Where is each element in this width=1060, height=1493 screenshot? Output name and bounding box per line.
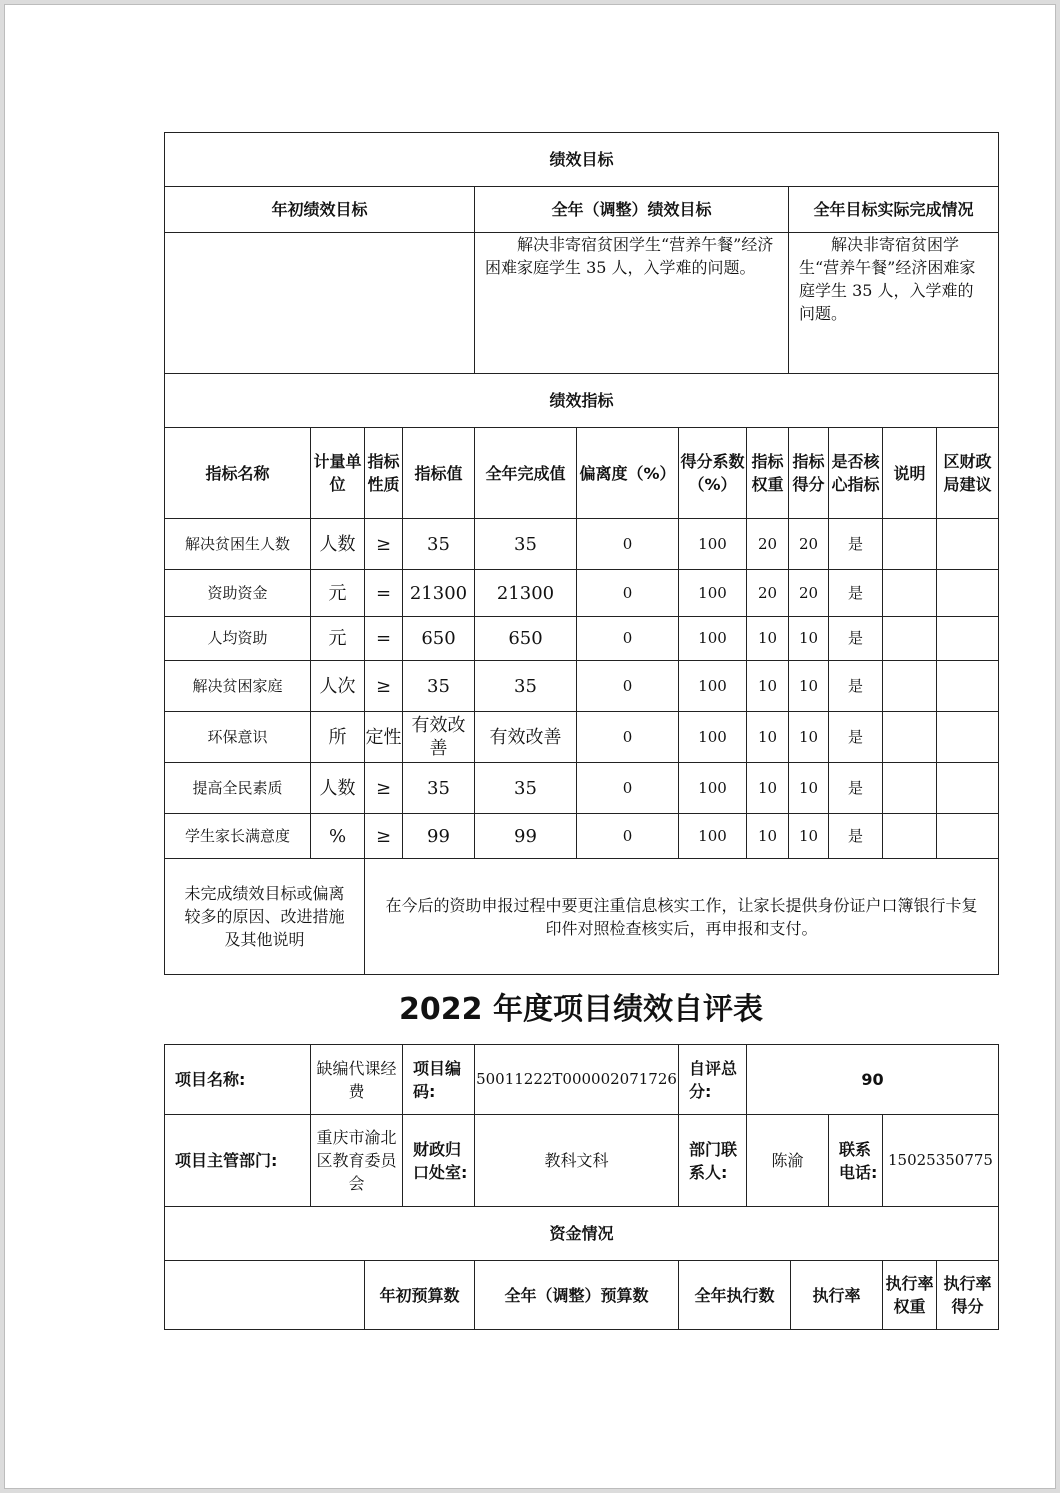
actual-goal-header: 全年目标实际完成情况 <box>789 187 999 233</box>
indicator-cell: 650 <box>475 617 577 661</box>
indicator-cell: 100 <box>679 763 747 814</box>
indicator-cell: 是 <box>829 763 883 814</box>
indicator-cell <box>883 519 937 570</box>
indicator-cell: 有效改善 <box>403 712 475 763</box>
indicator-cell: 35 <box>403 763 475 814</box>
indicator-cell: 人数 <box>311 519 365 570</box>
goals-title: 绩效目标 <box>165 133 999 187</box>
project-name-label: 项目名称: <box>165 1045 311 1115</box>
indicator-cell <box>937 519 999 570</box>
actual-goal-text: 解决非寄宿贫困学生“营养午餐”经济困难家庭学生 35 人，入学难的问题。 <box>789 233 999 374</box>
fund-header: 执行率 <box>791 1261 883 1330</box>
col-header: 偏离度（%） <box>577 428 679 519</box>
indicator-cell: 元 <box>311 570 365 617</box>
indicator-cell: 0 <box>577 661 679 712</box>
col-header: 指标权重 <box>747 428 789 519</box>
indicator-cell: 有效改善 <box>475 712 577 763</box>
indicator-cell: 资助资金 <box>165 570 311 617</box>
phone-label: 联系电话: <box>829 1115 883 1207</box>
indicator-cell: 100 <box>679 617 747 661</box>
col-header: 是否核心指标 <box>829 428 883 519</box>
indicator-cell: 0 <box>577 712 679 763</box>
performance-table <box>164 132 999 975</box>
indicator-cell <box>937 712 999 763</box>
col-header: 指标值 <box>403 428 475 519</box>
indicator-cell <box>937 617 999 661</box>
indicator-cell <box>883 763 937 814</box>
indicator-cell: 20 <box>747 519 789 570</box>
indicator-cell: 20 <box>789 519 829 570</box>
indicator-cell <box>937 814 999 859</box>
funds-title: 资金情况 <box>165 1207 999 1261</box>
indicator-cell <box>883 712 937 763</box>
col-header: 区财政局建议 <box>937 428 999 519</box>
indicator-cell: 是 <box>829 661 883 712</box>
project-code: 50011222T000002071726 <box>475 1045 679 1115</box>
indicator-cell <box>937 763 999 814</box>
project-code-label: 项目编码: <box>403 1045 475 1115</box>
indicator-row <box>165 617 999 661</box>
indicator-cell: ≥ <box>365 661 403 712</box>
self-score: 90 <box>747 1045 999 1115</box>
page-title: 2022 年度项目绩效自评表 <box>399 992 763 1027</box>
indicator-cell: 环保意识 <box>165 712 311 763</box>
explanation-text: 在今后的资助申报过程中要更注重信息核实工作，让家长提供身份证户口簿银行卡复印件对照检查核实后，再申报和支付。 <box>365 859 999 975</box>
indicator-cell: 0 <box>577 617 679 661</box>
indicator-row <box>165 519 999 570</box>
indicator-cell: 35 <box>403 519 475 570</box>
indicator-header-row <box>165 428 999 519</box>
indicator-cell: 99 <box>475 814 577 859</box>
indicator-cell: 是 <box>829 617 883 661</box>
indicator-cell <box>883 661 937 712</box>
indicator-cell: = <box>365 570 403 617</box>
initial-goal-text <box>165 233 475 374</box>
fund-header: 执行率权重 <box>883 1261 937 1330</box>
indicator-row <box>165 712 999 763</box>
project-name: 缺编代课经费 <box>311 1045 403 1115</box>
indicator-cell: 0 <box>577 570 679 617</box>
indicator-cell: 10 <box>747 661 789 712</box>
indicator-cell: ≥ <box>365 519 403 570</box>
finance-office-label: 财政归口处室: <box>403 1115 475 1207</box>
dept: 重庆市渝北区教育委员会 <box>311 1115 403 1207</box>
fund-header: 全年执行数 <box>679 1261 791 1330</box>
indicator-cell <box>937 661 999 712</box>
col-header: 指标名称 <box>165 428 311 519</box>
indicator-row <box>165 570 999 617</box>
indicator-cell: 10 <box>747 763 789 814</box>
indicator-cell: 21300 <box>475 570 577 617</box>
indicator-cell: 学生家长满意度 <box>165 814 311 859</box>
indicator-cell <box>883 570 937 617</box>
dept-label: 项目主管部门: <box>165 1115 311 1207</box>
indicator-cell: ≥ <box>365 814 403 859</box>
indicator-cell: 10 <box>789 617 829 661</box>
indicator-cell: 10 <box>789 763 829 814</box>
indicator-cell: 100 <box>679 570 747 617</box>
indicators-title: 绩效指标 <box>165 374 999 428</box>
indicator-cell: 提高全民素质 <box>165 763 311 814</box>
indicator-cell: 100 <box>679 712 747 763</box>
initial-goal-header: 年初绩效目标 <box>165 187 475 233</box>
indicator-cell <box>883 814 937 859</box>
col-header: 计量单位 <box>311 428 365 519</box>
indicator-cell: 人次 <box>311 661 365 712</box>
indicator-cell: 0 <box>577 519 679 570</box>
indicator-cell: 35 <box>475 519 577 570</box>
fund-header: 年初预算数 <box>365 1261 475 1330</box>
indicator-cell: 10 <box>789 814 829 859</box>
col-header: 说明 <box>883 428 937 519</box>
funds-header-row <box>165 1261 999 1330</box>
adjusted-goal-header: 全年（调整）绩效目标 <box>475 187 789 233</box>
project-info-table <box>164 1044 999 1261</box>
indicator-cell: 定性 <box>365 712 403 763</box>
indicator-cell: 100 <box>679 519 747 570</box>
indicator-cell: 是 <box>829 519 883 570</box>
indicator-cell: 99 <box>403 814 475 859</box>
contact: 陈渝 <box>747 1115 829 1207</box>
indicator-cell: 10 <box>747 712 789 763</box>
indicator-cell: = <box>365 617 403 661</box>
indicator-cell: 0 <box>577 763 679 814</box>
col-header: 指标性质 <box>365 428 403 519</box>
indicator-cell: 所 <box>311 712 365 763</box>
finance-office: 教科文科 <box>475 1115 679 1207</box>
indicator-cell: 20 <box>747 570 789 617</box>
self-score-label: 自评总分: <box>679 1045 747 1115</box>
indicator-cell: 是 <box>829 814 883 859</box>
indicator-cell: ≥ <box>365 763 403 814</box>
indicator-row <box>165 814 999 859</box>
funds-header-table <box>164 1260 999 1330</box>
indicator-cell: 35 <box>403 661 475 712</box>
indicator-cell: 元 <box>311 617 365 661</box>
indicator-cell: 10 <box>747 814 789 859</box>
col-header: 全年完成值 <box>475 428 577 519</box>
indicator-cell: 100 <box>679 661 747 712</box>
indicator-cell: 35 <box>475 661 577 712</box>
fund-header: 执行率得分 <box>937 1261 999 1330</box>
indicator-row <box>165 661 999 712</box>
phone: 15025350775 <box>883 1115 999 1207</box>
indicator-cell: 解决贫困家庭 <box>165 661 311 712</box>
indicator-cell: % <box>311 814 365 859</box>
explanation-label: 未完成绩效目标或偏离较多的原因、改进措施及其他说明 <box>165 859 365 975</box>
indicator-cell: 0 <box>577 814 679 859</box>
indicator-cell <box>883 617 937 661</box>
indicator-cell: 10 <box>789 661 829 712</box>
col-header: 指标得分 <box>789 428 829 519</box>
indicator-cell: 100 <box>679 814 747 859</box>
indicator-cell: 人数 <box>311 763 365 814</box>
adjusted-goal-text: 解决非寄宿贫困学生“营养午餐”经济困难家庭学生 35 人，入学难的问题。 <box>475 233 789 374</box>
fund-header <box>165 1261 365 1330</box>
indicator-cell: 21300 <box>403 570 475 617</box>
col-header: 得分系数（%） <box>679 428 747 519</box>
indicator-cell: 解决贫困生人数 <box>165 519 311 570</box>
indicator-cell: 650 <box>403 617 475 661</box>
indicator-cell: 10 <box>747 617 789 661</box>
contact-label: 部门联系人: <box>679 1115 747 1207</box>
indicator-cell: 是 <box>829 712 883 763</box>
indicator-cell <box>937 570 999 617</box>
indicator-cell: 人均资助 <box>165 617 311 661</box>
fund-header: 全年（调整）预算数 <box>475 1261 679 1330</box>
indicator-cell: 是 <box>829 570 883 617</box>
indicator-row <box>165 763 999 814</box>
indicator-cell: 20 <box>789 570 829 617</box>
indicator-cell: 10 <box>789 712 829 763</box>
indicator-cell: 35 <box>475 763 577 814</box>
